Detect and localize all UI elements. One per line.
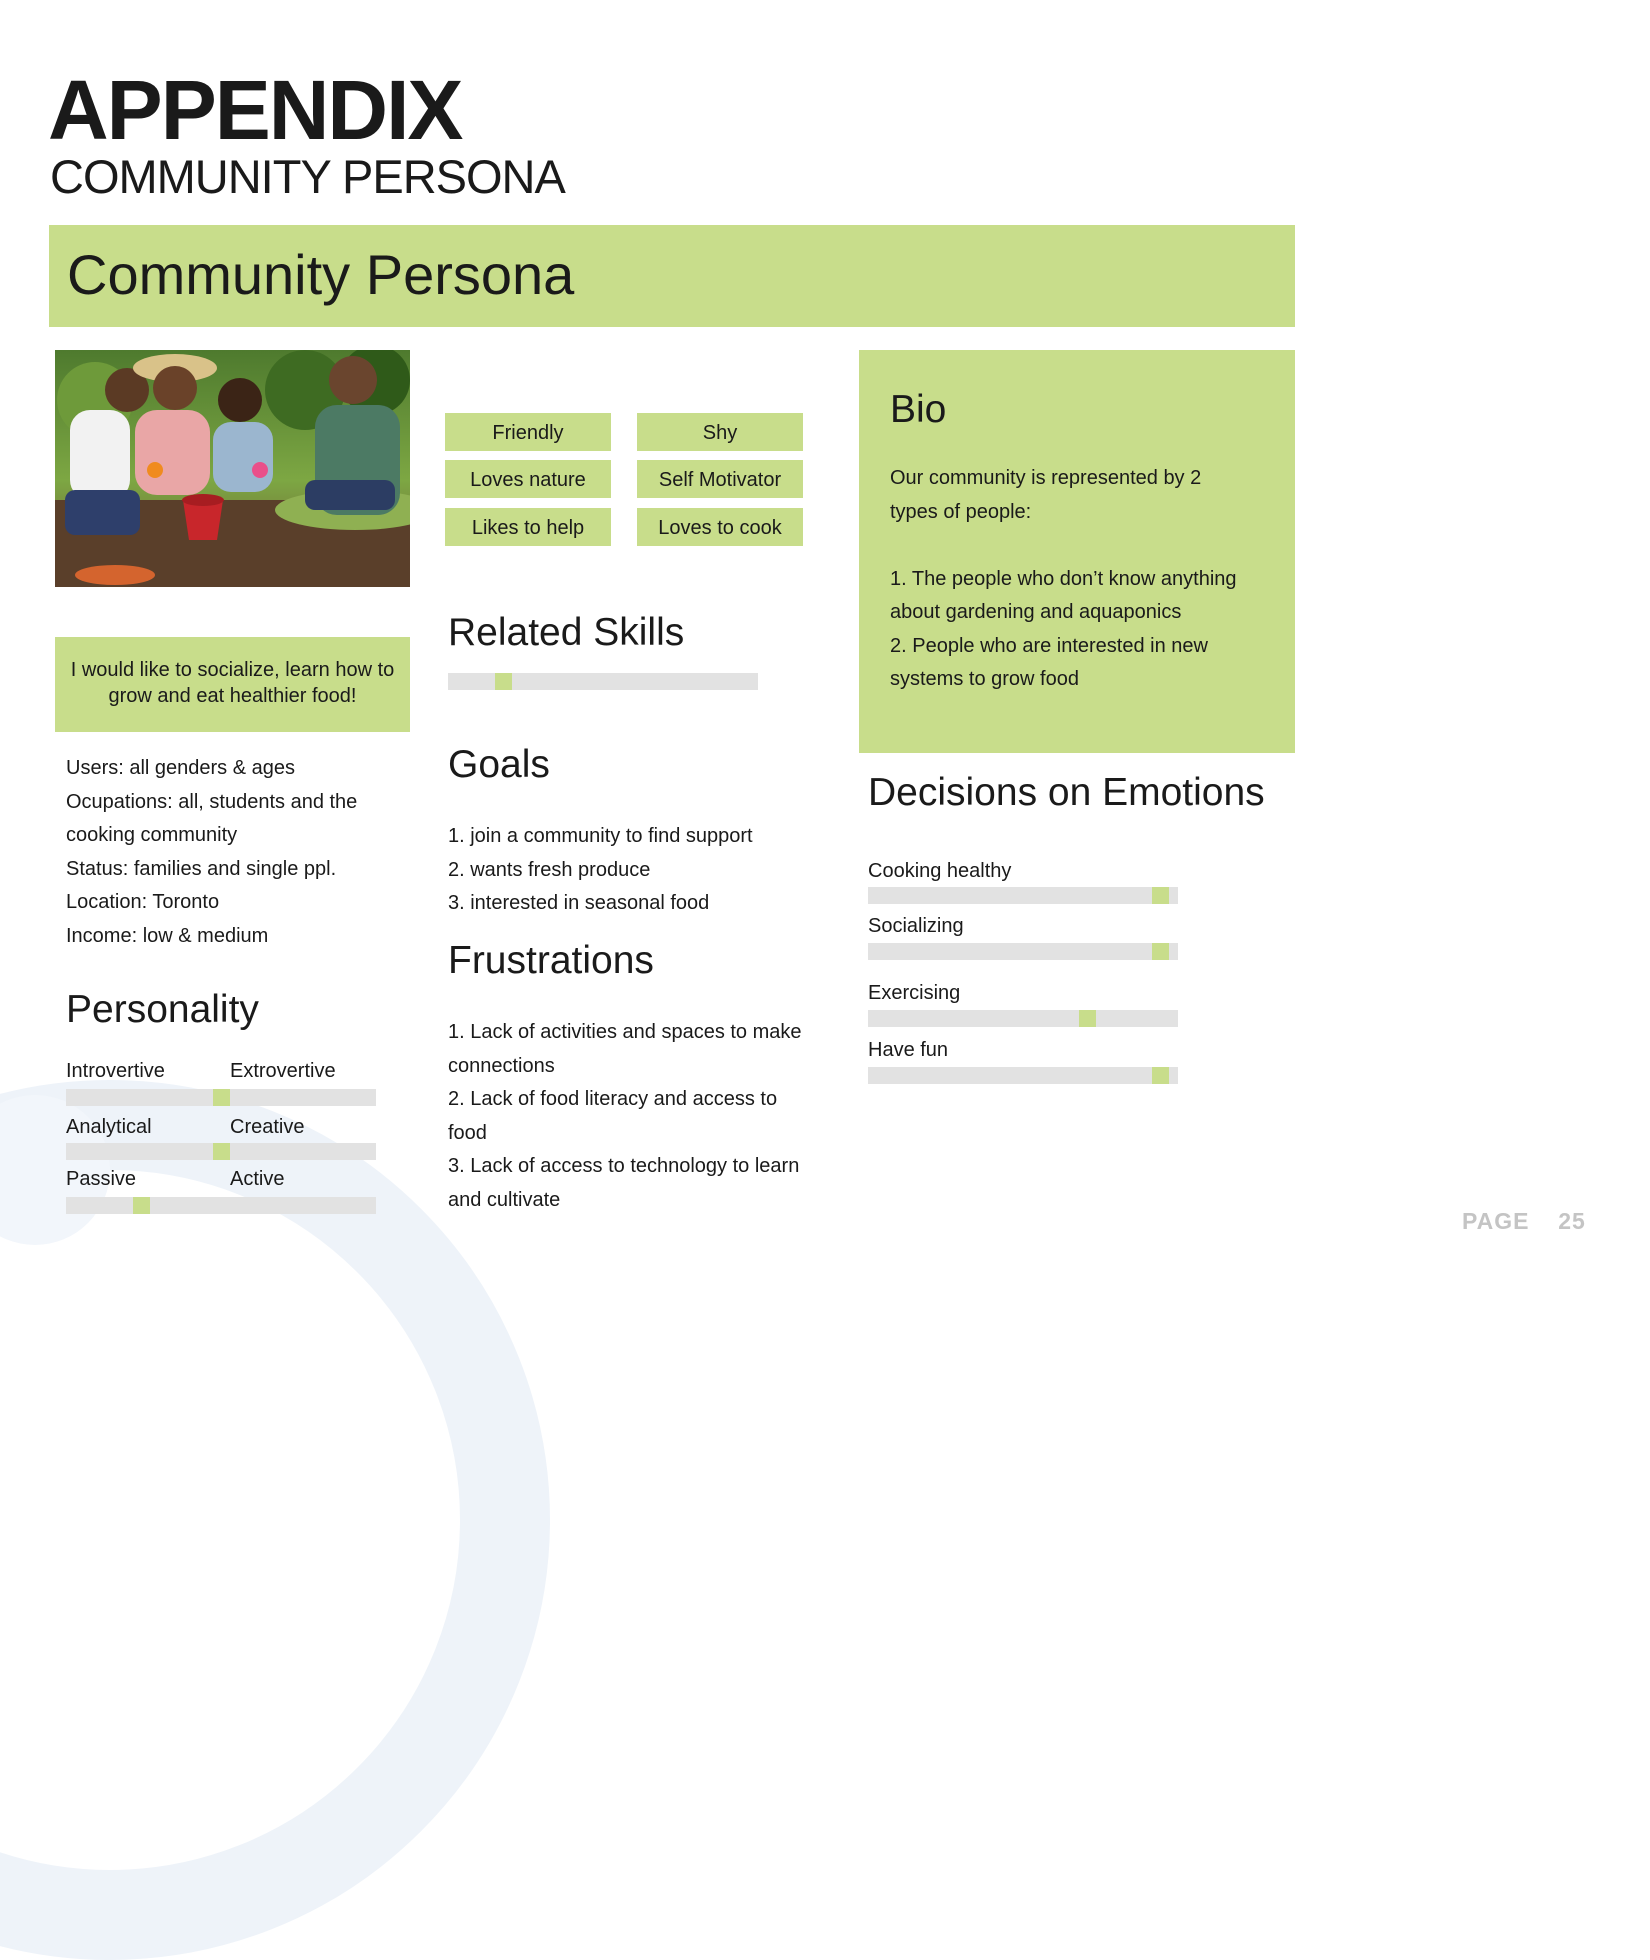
bio-text (890, 462, 1280, 697)
tag-friendly: Friendly (445, 413, 611, 451)
emotion-label: Have fun (868, 1039, 949, 1061)
bio-line (890, 529, 1280, 563)
trait-right-label: Active (230, 1168, 285, 1190)
tag-loves-to-cook: Loves to cook (637, 508, 803, 546)
tag-loves-nature: Loves nature (445, 460, 611, 498)
slider-knob (1152, 943, 1169, 960)
emotion-label: Exercising (868, 982, 961, 1004)
persona-banner (49, 225, 1295, 327)
bio-panel (859, 350, 1295, 753)
page-subtitle: COMMUNITY PERSONA (50, 150, 565, 203)
frustration-item: 2. Lack of food literacy and access to (448, 1088, 778, 1110)
trait-right-label: Extrovertive (230, 1060, 336, 1082)
bio-line: Our community is represented by 2 (890, 467, 1202, 489)
trait-left-label: Introvertive (66, 1060, 165, 1082)
bio-line: 2. People who are interested in new (890, 634, 1208, 657)
demographic-occupations-cont: cooking community (66, 824, 238, 846)
emotion-label: Socializing (868, 915, 964, 937)
frustrations-title: Frustrations (448, 939, 654, 982)
frustrations-list (448, 1016, 802, 1217)
slider-knob (213, 1089, 230, 1106)
goals-list (448, 820, 753, 921)
emotion-label: Cooking healthy (868, 860, 1012, 882)
tag-self-motivator: Self Motivator (637, 460, 803, 498)
persona-photo (55, 350, 410, 587)
slider-knob (1152, 1067, 1169, 1084)
frustration-item: connections (448, 1054, 555, 1077)
page-number (1462, 1208, 1586, 1235)
related-skills-bar (448, 673, 758, 690)
page-number-value: 25 (1558, 1208, 1586, 1234)
bio-line: 1. The people who don’t know anything (890, 567, 1237, 590)
personality-slider-analytical-creative (66, 1143, 376, 1160)
emotion-bar-cooking-healthy (868, 887, 1178, 904)
page-label: PAGE (1462, 1208, 1530, 1234)
personality-slider-passive-active (66, 1197, 376, 1214)
trait-right-label: Creative (230, 1116, 305, 1138)
goal-item: 3. interested in seasonal food (448, 892, 710, 914)
bio-title: Bio (890, 388, 947, 431)
slider-knob (1152, 887, 1169, 904)
goal-item: 2. wants fresh produce (448, 858, 651, 881)
tag-shy: Shy (637, 413, 803, 451)
demographic-users: Users: all genders & ages (66, 757, 296, 779)
demographic-location: Location: Toronto (66, 891, 220, 913)
slider-knob (495, 673, 512, 690)
bio-line: about gardening and aquaponics (890, 601, 1182, 623)
demographics-list (66, 752, 357, 953)
goals-title: Goals (448, 743, 550, 786)
frustration-item: 3. Lack of access to technology to learn (448, 1155, 800, 1177)
frustration-item: 1. Lack of activities and spaces to make (448, 1021, 802, 1043)
trait-left-label: Passive (66, 1168, 137, 1190)
emotion-bar-exercising (868, 1010, 1178, 1027)
emotion-bar-have-fun (868, 1067, 1178, 1084)
banner-title: Community Persona (67, 243, 575, 306)
demographic-income: Income: low & medium (66, 924, 269, 947)
demographic-occupations: Ocupations: all, students and the (66, 790, 358, 813)
bio-line: systems to grow food (890, 668, 1079, 690)
goal-item: 1. join a community to find support (448, 825, 753, 847)
personality-slider-introvert-extrovert (66, 1089, 376, 1106)
emotions-title: Decisions on Emotions (868, 771, 1265, 814)
trait-left-label: Analytical (66, 1116, 152, 1138)
slider-knob (1079, 1010, 1096, 1027)
personality-title: Personality (66, 988, 259, 1031)
related-skills-title: Related Skills (448, 611, 685, 654)
slider-knob (133, 1197, 150, 1214)
tag-likes-to-help: Likes to help (445, 508, 611, 546)
emotion-bar-socializing (868, 943, 1178, 960)
page-title: APPENDIX (48, 63, 462, 157)
demographic-status: Status: families and single ppl. (66, 857, 337, 880)
frustration-item: and cultivate (448, 1188, 561, 1211)
frustration-item: food (448, 1121, 487, 1144)
slider-knob (213, 1143, 230, 1160)
persona-quote: I would like to socialize, learn how to grow and eat healthier food! (55, 637, 410, 732)
bio-line: types of people: (890, 500, 1032, 523)
